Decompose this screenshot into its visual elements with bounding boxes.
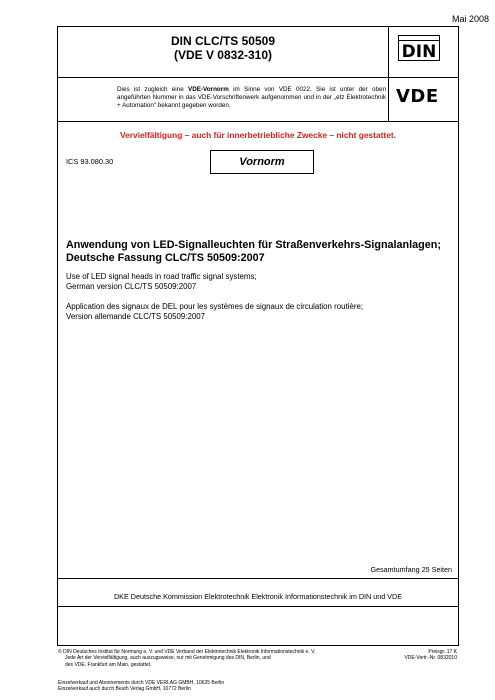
vde-note-bold: VDE-Vornorm: [188, 86, 229, 93]
designation-vde: (VDE V 0832-310): [173, 48, 273, 62]
vde-note: [117, 86, 386, 110]
publication-date: Mai 2008: [451, 14, 489, 24]
price-info: [404, 649, 457, 662]
ics-code: ICS 93.080.30: [66, 157, 114, 166]
sales-line1: Einzelverkauf und Abonnements durch VDE VERLAG GMBH, 10625 Berlin: [58, 680, 225, 686]
copyright-line3: des VDE, Frankfurt am Main, gestattet.: [65, 661, 152, 668]
document-frame: [57, 26, 459, 646]
title-french-line2: Version allemande CLC/TS 50509:2007: [66, 312, 206, 321]
title-english: [66, 272, 446, 292]
sales-line2: Einzelverkauf auch durch Beuth Verlag GmbH, 10772 Berlin: [58, 686, 191, 693]
divider-note: [58, 121, 458, 122]
document-type-badge: Vornorm: [210, 150, 314, 174]
title-french: [66, 302, 446, 322]
title-english-line1: Use of LED signal heads in road traffic signal systems;: [66, 272, 257, 281]
copyright-line2: Jede Art der Vervielfältigung, auch auszugsweise, nur mit Genehmigung des DIN, Berlin, und: [65, 655, 271, 662]
sales-info: [58, 680, 224, 693]
reproduction-warning: Vervielfältigung – auch für innerbetriebliche Zwecke – nicht gestattet.: [120, 130, 396, 140]
total-pages: Gesamtumfang 25 Seiten: [370, 565, 452, 574]
document-designation: [58, 34, 388, 62]
vde-distribution-number: VDE-Vertr.-Nr. 0832010: [404, 655, 457, 662]
title-german-line2: Deutsche Fassung CLC/TS 50509:2007: [66, 252, 265, 264]
divider-header: [58, 77, 458, 78]
din-logo: [398, 35, 440, 61]
title-english-line2: German version CLC/TS 50509:2007: [66, 282, 197, 291]
din-logo-text: DIN: [401, 42, 437, 61]
vde-note-rest: im Sinne von VDE 0022. Sie ist unter der oben angeführten Nummer in das VDE-Vorschriftenwerk aufgenommen und in der „etz Elektrotechnik + Automation“ bekannt gegeben worden.: [117, 86, 387, 109]
divider-pages: [58, 578, 458, 579]
title-french-line1: Application des signaux de DEL pour les systèmes de signaux de circulation routière;: [66, 302, 364, 311]
title-german: [66, 239, 456, 265]
copyright-line1: © DIN Deutsches Institut für Normung e. V. und VDE Verband der Elektrotechnik Elektronik Informationstechnik e. V.: [58, 649, 316, 655]
committee-name: DKE Deutsche Kommission Elektrotechnik Elektronik Informationstechnik im DIN und VDE: [113, 592, 402, 601]
divider-committee: [58, 606, 458, 607]
designation-din: DIN CLC/TS 50509: [170, 34, 276, 48]
divider-logo-column: [388, 27, 389, 121]
title-german-line1: Anwendung von LED-Signalleuchten für Straßenverkehrs-Signalanlagen;: [66, 239, 441, 251]
vde-logo: VDE: [396, 86, 439, 107]
copyright-notice: [58, 649, 388, 668]
vde-note-prefix: Dies ist zugleich eine: [117, 86, 188, 93]
price-group: Preisgr. 17 K: [428, 649, 457, 655]
